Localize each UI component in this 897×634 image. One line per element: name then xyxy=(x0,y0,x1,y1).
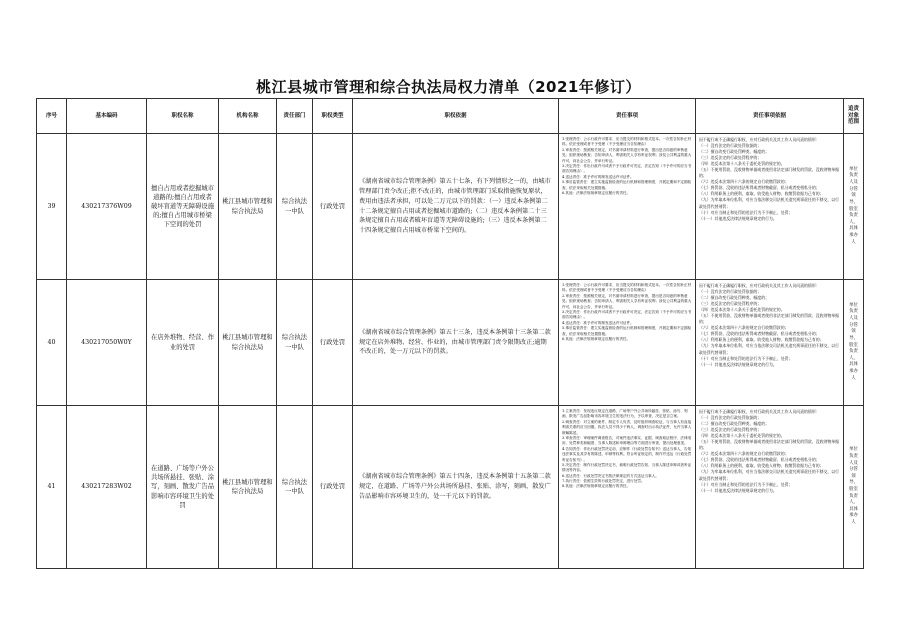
header-name: 职权名称 xyxy=(147,99,219,134)
row-seq: 41 xyxy=(37,406,67,569)
power-list-table xyxy=(36,98,864,569)
duty-basis-item: （四）违反本法第十八条关于委托处罚的规定的。 xyxy=(699,307,785,313)
row-code: 430217050W0Y xyxy=(67,280,147,406)
header-code: 基本编码 xyxy=(67,99,147,134)
row-seq: 40 xyxy=(37,280,67,406)
row-duty xyxy=(559,134,696,280)
row-basis: 《湖南省城市综合管理条例》第五十七条，有下列情形之一的，由城市管理部门责令改正;拒不改正的，由城市管理部门采取措施恢复原状，费用由违法者承担，可以处二万元以下的罚款：（一）违反本条例第二十二条规定擅自占用或者挖掘城市道路的;（二）违反本条例第二十三条规定擅自占用或者破坏盲道等无障碍设施的;（三）违反本条例第二十四条规定擅自占用城市桥梁下空间的。 xyxy=(353,134,559,280)
duty-basis-item: （七）将罚款、没收的违法所得或者财物截留、私分或者变相私分的； xyxy=(699,457,820,463)
row-type: 行政处罚 xyxy=(313,406,353,569)
duty-item: 6.其他：法律法规规章规定应履行的责任。 xyxy=(562,336,631,341)
duty-basis-item: （三）违反法定的行政处罚程序的； xyxy=(699,301,762,307)
row-org: 桃江县城市管理和综合执法局 xyxy=(219,280,277,406)
row-seq: 39 xyxy=(37,134,67,280)
duty-item: 7.执行责任：依照生效的行政处罚决定，进行处罚。 xyxy=(562,479,645,484)
duty-item: 3.决定责任：作出行政许可或者不予行政许可决定，法定告知（不予许可的应当书面告知理由）。 xyxy=(562,163,692,174)
duty-basis-item: （四）违反本法第十八条关于委托处罚的规定的。 xyxy=(699,161,785,167)
duty-basis-item: （九）为牟取本单位私利，对应当依法移交司法机关追究刑事责任的不移交，以行政处罚代替刑罚； xyxy=(699,469,840,481)
row-object: 单位负责人及分管领导，股室负责人，具体承办人 xyxy=(844,406,864,569)
duty-item: 5.事后监管责任：建立实施监督检查的运行机制和管理制度，开展定期和不定期检查，依法采取相关处置措施。 xyxy=(562,180,692,190)
duty-basis-item: （十）对应当制止和处罚的违法行为不予制止、处罚； xyxy=(699,355,793,361)
duty-basis-item: （六）违反本法第四十六条的规定自行收缴罚款的； xyxy=(699,325,789,331)
row-dept: 综合执法一中队 xyxy=(277,280,313,406)
duty-basis-item: （七）将罚款、没收的违法所得或者财物截留、私分或者变相私分的； xyxy=(699,331,820,337)
duty-basis-item: （一）没有法定的行政处罚依据的； xyxy=(699,415,762,421)
duty-basis-item: （七）将罚款、没收的违法所得或者财物截留、私分或者变相私分的； xyxy=(699,185,820,191)
duty-basis-item: （三）违反法定的行政处罚程序的； xyxy=(699,155,762,161)
duty-item: 2.审查责任：按照相关规定，对书面申请材料进行审查，提出是否同意的审核意见；组织现场核查；告知申请人、利害相关人享有听证权利；涉及公共利益的重大许可，向社会公告，并举行听证。 xyxy=(562,147,692,163)
row-duty-basis xyxy=(696,406,844,569)
duty-item: 2.审查责任：按照相关规定，对书面申请材料进行审查，提出是否同意的审核意见；组织现场核查；告知申请人、利害相关人享有听证权利；涉及公共利益的重大许可，向社会公告，并举行听证。 xyxy=(562,293,692,309)
duty-item: 8.其他：法律法规规章规定应履行的责任。 xyxy=(562,484,631,489)
duty-basis-item: （十一）其他违反法律法规规章规定的行为。 xyxy=(699,361,777,367)
row-type: 行政处罚 xyxy=(313,134,353,280)
duty-item: 4.送达责任：准予许可的制发送达许可证件。 xyxy=(562,174,634,179)
table-row xyxy=(37,280,864,406)
duty-item: 1.受理责任：公示行政许可要求、应当提交的材料和格式范本。一次性告知补正材料。依法受理或者不予受理（不予受理应当告知理由） xyxy=(562,283,692,293)
header-object: 追责对象范围 xyxy=(844,99,864,134)
table-header-row xyxy=(37,99,864,134)
header-duty: 责任事项 xyxy=(559,99,696,134)
duty-basis-item: （三）违反法定的行政处罚程序的； xyxy=(699,427,762,433)
duty-item: 5.决定责任：制作行政处罚决定书，载明行政处罚告知、当事人陈述申辩或者听证情况等内容。 xyxy=(562,462,692,473)
duty-basis-item: （十）对应当制止和处罚的违法行为不予制止、处罚； xyxy=(699,481,793,487)
duty-item: 3.审查责任：审理案件调查报告，对案件违法事实、证据、调查取证程序、法律适用、处罚种类和幅度、当事人陈述和申辩理由等方面进行审查，提出处理意见。 xyxy=(562,435,692,446)
duty-item: 1.立案责任：发现违反规定在道路、广场等户外公共场所悬挂、张贴、涂写、刻画、散发广告品影响市容环境卫生的违法行为，予以审查，决定是否立案。 xyxy=(562,409,688,419)
header-type: 职权类型 xyxy=(313,99,353,134)
row-dept: 综合执法一中队 xyxy=(277,134,313,280)
row-duty-basis xyxy=(696,280,844,406)
duty-item: 4.告知责任：作出行政处罚决定前，应制作《行政处罚告知书》送达当事人，告知违法事实及其享有的陈述、申辩等权利。符合听证规定的，制作并送达《行政处罚听证告知书》。 xyxy=(562,446,692,462)
duty-basis-item: （五）不使用罚款、没收财物单据或者使用非法定部门制发的罚款、没收财物单据的； xyxy=(699,439,840,451)
header-dept: 责任部门 xyxy=(277,99,313,134)
duty-item: 3.决定责任：作出行政许可或者不予行政许可决定，法定告知（不予许可的应当书面告知理由）。 xyxy=(562,309,692,320)
duty-item: 4.送达责任：准予许可的制发送达许可证件。 xyxy=(562,320,634,325)
row-duty xyxy=(559,406,696,569)
duty-basis-item: （九）为牟取本单位私利，对应当依法移交司法机关追究刑事责任的不移交，以行政处罚代替刑罚； xyxy=(699,197,840,209)
row-basis: 《湖南省城市综合管理条例》第五十四条，违反本条例第十五条第二款规定，在道路、广场等户外公共场所悬挂、张贴、涂写，刻画、散发广告品影响市容环境卫生的，处一千元以下的罚款。 xyxy=(353,406,559,569)
duty-basis-item: 因不履行或不正确履行职权，应对行政机关及其工作人员问责的情形： xyxy=(699,137,820,142)
duty-basis-item: （八）利用职务上的便利，索取、收受他人财物、收缴罚款据为己有的； xyxy=(699,337,824,343)
duty-basis-item: （六）违反本法第四十六条的规定自行收缴罚款的； xyxy=(699,179,789,185)
duty-basis-item: （五）不使用罚款、没收财物单据或者使用非法定部门制发的罚款、没收财物单据的； xyxy=(699,167,840,179)
row-code: 430217283W02 xyxy=(67,406,147,569)
duty-item: 2.调查责任：对立案的案件，制定专人负责，及时组织调查取证，与当事人有直接利害关系的应当回避。执法人员不得少于两人，调查时出示执法证件，允许当事人辩解陈述。 xyxy=(562,419,692,435)
duty-basis-item: 因不履行或不正确履行职权，应对行政机关及其工作人员问责的情形： xyxy=(699,409,820,414)
duty-basis-item: （九）为牟取本单位私利，对应当依法移交司法机关追究刑事责任的不移交，以行政处罚代替刑罚； xyxy=(699,343,840,355)
duty-basis-item: （十一）其他违反法律法规规章规定的行为。 xyxy=(699,487,777,493)
row-basis: 《湖南省城市综合管理条例》第五十三条，违反本条例第十三条第二款规定在店外堆物、经营、作业的，由城市管理部门责令限期改正;逾期不改正的，处一万元以下的罚款。 xyxy=(353,280,559,406)
row-dept: 综合执法一中队 xyxy=(277,406,313,569)
duty-item: 1.受理责任：公示行政许可要求、应当提交的材料和格式范本。一次性告知补正材料。依法受理或者不予受理（不予受理应当告知理由） xyxy=(562,137,692,147)
row-org: 桃江县城市管理和综合执法局 xyxy=(219,134,277,280)
duty-basis-item: 因不履行或不正确履行职权，应对行政机关及其工作人员问责的情形： xyxy=(699,283,820,288)
duty-basis-item: （五）不使用罚款、没收财物单据或者使用非法定部门制发的罚款、没收财物单据的； xyxy=(699,313,840,325)
duty-basis-item: （二）擅自改变行政处罚种类、幅度的； xyxy=(699,149,770,155)
row-org: 桃江县城市管理和综合执法局 xyxy=(219,406,277,569)
duty-basis-item: （十一）其他违反法律法规规章规定的行为。 xyxy=(699,215,777,221)
duty-item: 5.事后监管责任：建立实施监督检查的运行机制和管理制度，开展定期和不定期检查，依法采取相关处置措施。 xyxy=(562,326,692,336)
row-code: 430217376W09 xyxy=(67,134,147,280)
duty-basis-item: （二）擅自改变行政处罚种类、幅度的； xyxy=(699,295,770,301)
duty-basis-item: （一）没有法定的行政处罚依据的； xyxy=(699,143,762,149)
duty-basis-item: （六）违反本法第四十六条的规定自行收缴罚款的； xyxy=(699,451,789,457)
header-seq: 序号 xyxy=(37,99,67,134)
row-power-name: 在店外堆物、经营、作业的处罚 xyxy=(147,280,219,406)
header-org: 机构名称 xyxy=(219,99,277,134)
duty-item: 6.其他：法律法规规章规定应履行的责任。 xyxy=(562,190,631,195)
row-duty xyxy=(559,280,696,406)
header-duty-basis: 责任事项依据 xyxy=(696,99,844,134)
duty-basis-item: （八）利用职务上的便利，索取、收受他人财物、收缴罚款据为己有的； xyxy=(699,463,824,469)
duty-basis-item: （四）违反本法第十八条关于委托处罚的规定的。 xyxy=(699,433,785,439)
row-duty-basis xyxy=(696,134,844,280)
duty-basis-item: （十）对应当制止和处罚的违法行为不予制止、处罚； xyxy=(699,209,793,215)
row-type: 行政处罚 xyxy=(313,280,353,406)
row-power-name: 擅自占用或者挖掘城市道路的;擅自占用或者破坏盲道等无障碍设施的;擅自占用城市桥梁下空间的处罚 xyxy=(147,134,219,280)
row-object: 单位负责人及分管领导，股室负责人，具体承办人 xyxy=(844,134,864,280)
page-title: 桃江县城市管理和综合执法局权力清单（2021年修订） xyxy=(256,78,641,96)
header-basis: 职权依据 xyxy=(353,99,559,134)
row-power-name: 在道路、广场等户外公共场所悬挂、张贴、涂写，刻画、散发广告品影响市容环境卫生的处罚 xyxy=(147,406,219,569)
table-row xyxy=(37,406,864,569)
row-object: 单位负责人及分管领导，股室负责人，具体承办人 xyxy=(844,280,864,406)
table-row xyxy=(37,134,864,280)
duty-basis-item: （一）没有法定的行政处罚依据的； xyxy=(699,289,762,295)
duty-item: 6.送达责任：行政处罚决定书按法律规定的方式送达当事人。 xyxy=(562,473,659,478)
duty-basis-item: （二）擅自改变行政处罚种类、幅度的； xyxy=(699,421,770,427)
duty-basis-item: （八）利用职务上的便利，索取、收受他人财物、收缴罚款据为己有的； xyxy=(699,191,824,197)
